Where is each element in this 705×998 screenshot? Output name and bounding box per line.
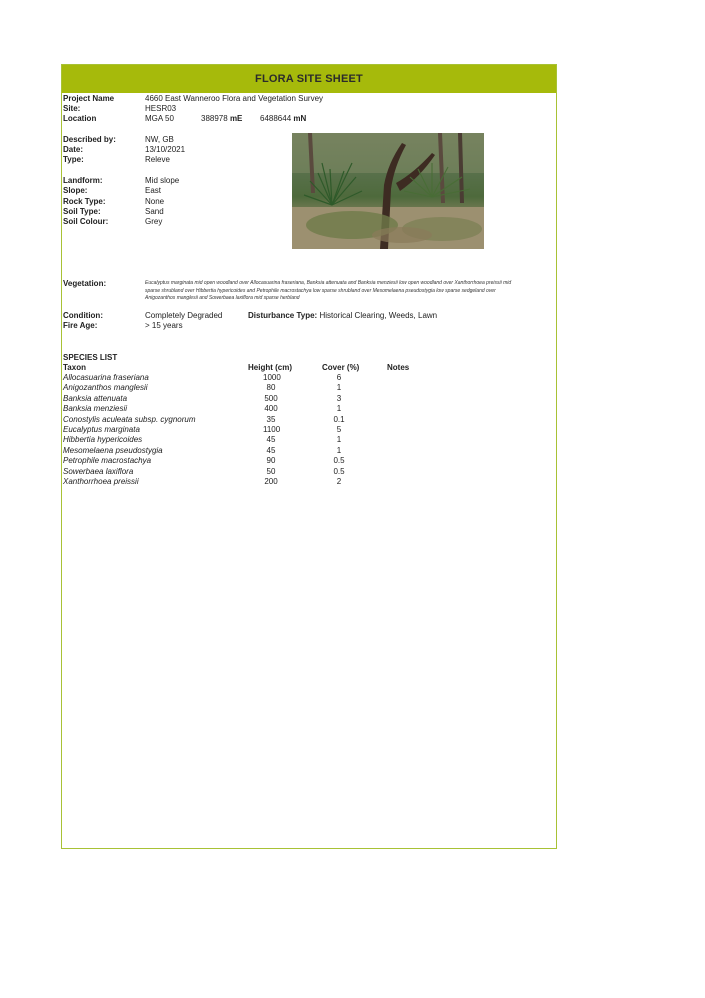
species-taxon: Xanthorrhoea preissii xyxy=(63,477,139,486)
location-datum: MGA 50 xyxy=(145,114,174,123)
slope-value: East xyxy=(145,186,162,195)
disturbance-type xyxy=(248,311,437,321)
soil-type-value: Sand xyxy=(145,207,164,216)
species-height: 500 xyxy=(264,393,278,403)
species-cover: 0.5 xyxy=(333,466,345,476)
species-cover: 3 xyxy=(336,393,342,403)
species-taxon: Banksia attenuata xyxy=(63,393,128,403)
species-taxon: Hibbertia hypericoides xyxy=(63,435,143,445)
described-by-label: Described by: xyxy=(63,135,116,144)
type-value: Releve xyxy=(145,155,170,164)
type-label: Type: xyxy=(63,155,84,164)
vegetation-label: Vegetation: xyxy=(63,279,107,288)
species-height: 45 xyxy=(266,435,276,445)
column-taxon: Taxon xyxy=(63,363,86,372)
northing-unit: mN xyxy=(293,114,307,123)
species-taxon: Conostylis aculeata subsp. cygnorum xyxy=(63,414,196,424)
location-easting xyxy=(201,114,242,124)
easting-unit: mE xyxy=(229,114,243,123)
species-cover: 1 xyxy=(336,445,342,455)
project-name-label: Project Name xyxy=(63,94,115,103)
location-northing xyxy=(260,114,306,124)
site-photo xyxy=(292,133,484,249)
species-cover: 0.5 xyxy=(333,456,345,466)
column-notes: Notes xyxy=(387,363,410,372)
soil-type-label: Soil Type: xyxy=(63,207,101,216)
species-height: 80 xyxy=(266,383,276,393)
date-label: Date: xyxy=(63,145,84,154)
species-taxon: Sowerbaea laxiflora xyxy=(63,466,134,476)
species-cover: 2 xyxy=(336,477,342,486)
location-label: Location xyxy=(63,114,97,123)
landform-label: Landform: xyxy=(63,176,103,185)
site-photo-drawing xyxy=(292,133,484,249)
vegetation-description: Eucalyptus marginata mid open woodland over Allocasuarina fraseriana, Banksia attenuata and Banksia menziesii low open woodland over Xanthorrhoea preissii mid sparse shrubland over Hibbertia hypericoides and Petrophile macrostachya low sparse shrubland over Mesomelaena pseudostygia low sparse sedgeland over Anigozanthos manglesii and Sowerbaea laxiflora mid sparse herbland xyxy=(145,280,512,301)
species-height: 90 xyxy=(266,456,276,466)
site-label: Site: xyxy=(63,104,81,113)
described-by-value: NW, GB xyxy=(145,135,174,144)
rock-type-value: None xyxy=(145,197,165,206)
easting-value: 388978 xyxy=(201,114,228,123)
species-height: 200 xyxy=(264,477,278,486)
species-height: 50 xyxy=(266,466,276,476)
species-taxon: Allocasuarina fraseriana xyxy=(63,373,149,382)
soil-colour-value: Grey xyxy=(145,217,163,226)
species-cover: 0.1 xyxy=(333,414,345,424)
column-cover: Cover (%) xyxy=(322,363,360,372)
species-height: 35 xyxy=(266,414,276,424)
species-height: 400 xyxy=(264,404,278,414)
species-height: 1000 xyxy=(263,373,281,382)
species-cover: 1 xyxy=(336,404,342,414)
species-height: 1100 xyxy=(263,425,281,434)
species-cover: 5 xyxy=(336,425,342,434)
date-value: 13/10/2021 xyxy=(145,145,186,154)
species-cover: 1 xyxy=(336,383,342,393)
condition-label: Condition: xyxy=(63,311,103,320)
column-height: Height (cm) xyxy=(248,363,292,372)
species-cover: 1 xyxy=(336,435,342,445)
species-cover: 6 xyxy=(336,373,342,382)
fire-age-value: > 15 years xyxy=(145,321,183,330)
project-name-value: 4660 East Wanneroo Flora and Vegetation Survey xyxy=(145,94,324,103)
northing-value: 6488644 xyxy=(260,114,292,123)
species-taxon: Anigozanthos manglesii xyxy=(63,383,148,393)
species-taxon: Eucalyptus marginata xyxy=(63,425,140,434)
rock-type-label: Rock Type: xyxy=(63,197,106,206)
species-height: 45 xyxy=(266,445,276,455)
site-value: HESR03 xyxy=(145,104,177,113)
species-list-heading: SPECIES LIST xyxy=(63,353,118,362)
slope-label: Slope: xyxy=(63,186,88,195)
disturbance-label: Disturbance Type: xyxy=(248,311,318,320)
species-taxon: Banksia menziesii xyxy=(63,404,128,414)
species-taxon: Petrophile macrostachya xyxy=(63,456,152,466)
disturbance-value: Historical Clearing, Weeds, Lawn xyxy=(319,311,438,320)
sheet-title: FLORA SITE SHEET xyxy=(62,65,556,93)
condition-value: Completely Degraded xyxy=(145,311,223,320)
species-taxon: Mesomelaena pseudostygia xyxy=(63,445,163,455)
flora-site-sheet xyxy=(61,64,557,849)
fire-age-label: Fire Age: xyxy=(63,321,98,330)
landform-value: Mid slope xyxy=(145,176,180,185)
soil-colour-label: Soil Colour: xyxy=(63,217,109,226)
